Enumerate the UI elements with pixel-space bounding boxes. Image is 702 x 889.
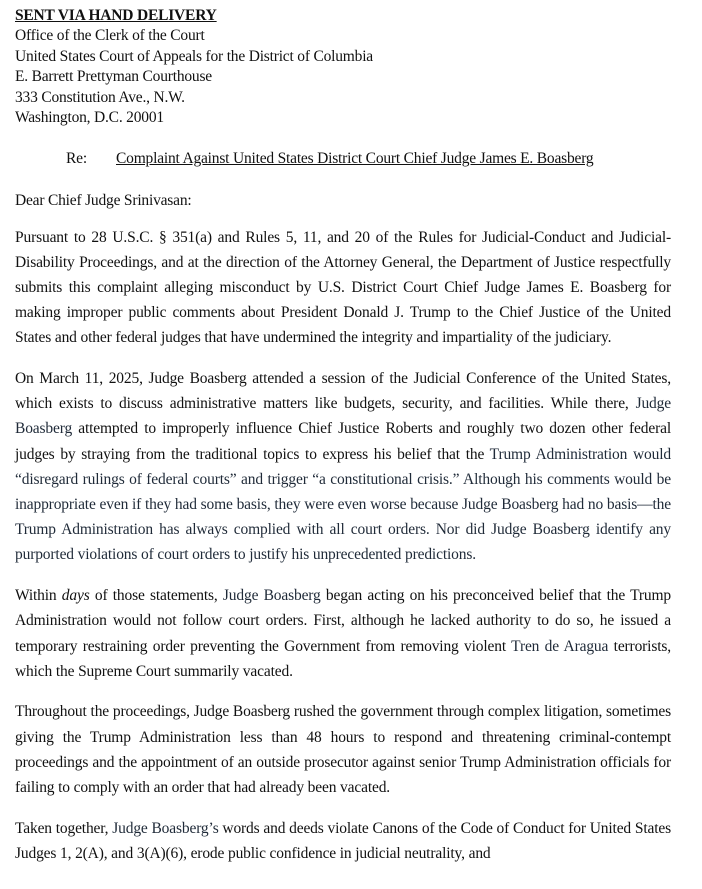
recipient-address xyxy=(15,26,671,129)
address-line-city: Washington, D.C. 20001 xyxy=(15,109,164,126)
delivery-method-heading: SENT VIA HAND DELIVERY xyxy=(15,7,217,24)
paragraph-3-text-c: began acting on his preconceived belief that the Trump Administration would not follow court orders. First, although he lacked authority to do so, he issued a temporary restraining order preventing the Government from removing violent xyxy=(15,587,671,655)
address-line-court: United States Court of Appeals for the District of Columbia xyxy=(15,47,373,65)
address-line-office: Office of the Clerk of the Court xyxy=(15,27,205,44)
paragraph-5 xyxy=(15,816,671,866)
re-label: Re: xyxy=(66,149,87,167)
paragraph-4-text: Throughout the proceedings, Judge Boasberg rushed the government through complex litigation, sometimes giving the Trump Administration less than 48 hours to respond and threatening criminal-contempt proceedings and the appointment of an outside prosecutor against senior Trump Administration officials for failing to comply with an order that had already been vacated. xyxy=(15,703,671,797)
re-subject: Complaint Against United States District Court Chief Judge James E. Boasberg xyxy=(116,149,594,167)
judge-name-highlight: Judge Boasberg xyxy=(15,395,671,438)
paragraph-2-text-b: attempted to improperly influence Chief Justice Roberts and roughly two dozen other federal judges by straying from the traditional topics to express his belief that the xyxy=(15,420,671,463)
paragraph-1-text: Pursuant to 28 U.S.C. § 351(a) and Rules 5, 11, and 20 of the Rules for Judicial-Conduct and Judicial-Disability Proceedings, and at the direction of the Attorney General, the Department of Justice respectfully submits this complaint alleging misconduct by U.S. District Court Chief Judge James E. Boasberg for making improper public comments about President Donald J. Trump to the Chief Justice of the United States and other federal judges that have undermined the integrity and impartiality of the judiciary. xyxy=(15,228,671,347)
emphasis-days: days xyxy=(61,587,90,605)
paragraph-5-text-a: Taken together, xyxy=(15,819,113,837)
letter-page xyxy=(15,0,671,882)
paragraph-3-text-a: Within xyxy=(15,587,62,605)
paragraph-3 xyxy=(15,583,671,684)
paragraph-3-text-b: of those statements, xyxy=(89,587,223,605)
paragraph-3-text-d: terrorists, which the Supreme Court summarily vacated. xyxy=(15,637,671,680)
judge-name-highlight: Judge Boasberg’s xyxy=(112,819,219,837)
address-line-street: 333 Constitution Ave., N.W. xyxy=(15,88,185,106)
re-line xyxy=(15,149,671,169)
paragraph-5-text-b: words and deeds violate Canons of the Code of Conduct for United States Judges 1, 2(A), and 3(A)(6), erode public confidence in judicial neutrality, and xyxy=(15,819,671,862)
judge-name-highlight: Judge Boasberg xyxy=(222,587,321,605)
tren-de-aragua-highlight: Tren de Aragua xyxy=(511,637,609,655)
paragraph-1 xyxy=(15,225,671,351)
paragraph-2-text-a: On March 11, 2025, Judge Boasberg attended a session of the Judicial Conference of the United States, which exists to discuss administrative matters like budgets, security, and facilities. While there, xyxy=(15,370,671,413)
paragraph-4 xyxy=(15,699,671,800)
paragraph-2-text-c: Trump Administration would “disregard rulings of federal courts” and trigger “a constitutional crisis.” Although his comments would be inappropriate even if they had some basis, they were even worse because Judge Boasberg had no basis—the Trump Administration has always complied with all court orders. Nor did Judge Boasberg identify any purported violations of court orders to justify his unprecedented predictions. xyxy=(15,445,671,564)
paragraph-2 xyxy=(15,366,671,568)
salutation: Dear Chief Judge Srinivasan: xyxy=(15,191,192,209)
address-line-building: E. Barrett Prettyman Courthouse xyxy=(15,68,212,85)
